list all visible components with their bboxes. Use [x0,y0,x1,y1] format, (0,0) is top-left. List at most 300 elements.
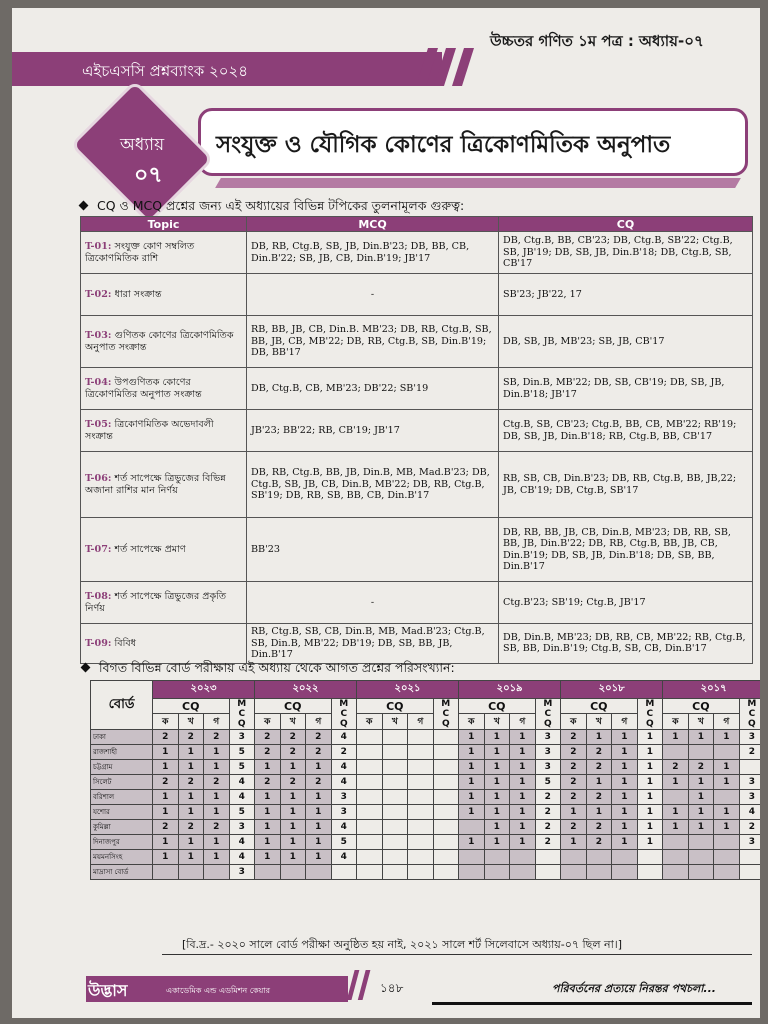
mcq-header: M C Q [433,699,459,730]
stat-cell: 2 [739,820,760,835]
stat-cell [663,745,689,760]
stat-cell [178,865,204,880]
stat-cell: 1 [714,730,740,745]
table-row [91,805,761,820]
bullet-icon [79,201,89,211]
stat-cell: 2 [586,745,612,760]
stat-cell: 1 [153,760,179,775]
stat-cell [663,835,689,850]
stat-cell: 2 [586,760,612,775]
stat-cell: 1 [612,730,638,745]
stat-cell [433,805,459,820]
sub-header: খ [484,714,510,730]
stat-cell [739,760,760,775]
stat-cell: 3 [739,835,760,850]
board-name: মাদ্রাসা বোর্ড [91,865,153,880]
stat-cell [382,805,408,820]
stat-cell [408,850,434,865]
stat-cell: 1 [280,835,306,850]
stat-cell: 1 [714,775,740,790]
stat-cell [382,730,408,745]
stat-cell [357,820,383,835]
chapter-word: অধ্যায় [120,135,165,155]
stat-cell: 1 [510,775,536,790]
stat-cell: 3 [229,730,255,745]
mcq-header: M C Q [535,699,561,730]
stat-cell: 1 [510,820,536,835]
stat-cell [561,850,587,865]
stat-cell: 1 [637,805,663,820]
stat-cell: 1 [688,790,714,805]
stat-cell: 1 [612,790,638,805]
stat-cell: 1 [510,790,536,805]
stat-cell [357,745,383,760]
stat-cell: 5 [331,835,357,850]
stat-cell [408,820,434,835]
stat-cell [586,865,612,880]
stat-cell [739,850,760,865]
stat-cell: 1 [153,745,179,760]
stat-cell: 2 [535,790,561,805]
stat-cell: 3 [229,865,255,880]
stat-cell: 1 [306,820,332,835]
sub-header: খ [382,714,408,730]
title-decor-bar [215,178,741,188]
bullet-icon [81,663,91,673]
stat-cell [433,730,459,745]
stat-cell: 1 [637,730,663,745]
stat-cell: 2 [178,820,204,835]
stat-cell [280,865,306,880]
stat-cell: 1 [561,805,587,820]
stat-cell: 1 [586,730,612,745]
sub-header: গ [306,714,332,730]
stat-cell: 1 [204,790,230,805]
board-name: যশোর [91,805,153,820]
stat-cell [459,820,485,835]
stat-cell: 1 [153,805,179,820]
stat-cell [331,865,357,880]
stat-cell: 1 [306,835,332,850]
stat-cell: 1 [637,745,663,760]
table-row: T-01: সংযুক্ত কোণ সম্বলিত ত্রিকোণমিতিক রাশি DB, RB, Ctg.B, SB, JB, Din.B'23; DB, BB, CB, Din.B'22; SB, JB, CB, Din.B'19; JB'17 DB, Ctg.B, BB, CB'23; DB, Ctg.B, SB'22; Ctg.B, SB, JB'19; DB, SB, JB, Din.B'18; DB, Ctg.B, SB, CB'17 [81,232,753,274]
stat-cell: 4 [739,805,760,820]
col-cq: CQ [499,217,753,232]
stat-cell [357,760,383,775]
stat-cell: 3 [331,805,357,820]
stat-cell: 1 [714,820,740,835]
mcq-header: M C Q [739,699,760,730]
stat-cell: 1 [637,820,663,835]
subject-chapter: উচ্চতর গণিত ১ম পত্র : অধ্যায়-০৭ [490,32,704,50]
stat-cell: 2 [663,760,689,775]
stat-cell [535,850,561,865]
stat-cell [714,850,740,865]
table-row: T-09: বিবিধ RB, Ctg.B, SB, CB, Din.B, MB, Mad.B'23; Ctg.B, SB, Din.B, MB'22; DB'19; DB, SB, BB, JB, Din.B'17 DB, Din.B, MB'23; DB, RB, CB, MB'22; RB, Ctg.B, SB, BB, Din.B'19; Ctg.B, SB, CB, Din.B'17 [81,624,753,664]
stat-cell [433,775,459,790]
stat-cell: 1 [280,820,306,835]
stat-cell: 3 [739,790,760,805]
stat-cell: 1 [663,805,689,820]
stat-cell: 1 [204,760,230,775]
stat-cell [204,865,230,880]
stat-cell [357,805,383,820]
table-row [91,790,761,805]
stat-cell: 1 [280,805,306,820]
stat-cell: 1 [484,790,510,805]
stat-cell: 2 [280,745,306,760]
stat-cell: 1 [153,835,179,850]
stat-cell: 3 [535,760,561,775]
footer-rule [432,1002,752,1005]
book-title: এইচএসসি প্রশ্নব্যাংক ২০২৪ [82,62,248,80]
table-row [91,820,761,835]
year-header: ২০১৯ [459,681,561,699]
stat-cell [382,775,408,790]
stat-cell: 1 [204,745,230,760]
stat-cell [408,805,434,820]
stat-cell: 2 [561,820,587,835]
stat-cell [433,820,459,835]
stat-cell: 2 [739,745,760,760]
stat-cell: 3 [229,820,255,835]
sub-header: ক [561,714,587,730]
stat-cell: 1 [459,730,485,745]
stat-cell [408,865,434,880]
stat-cell: 2 [586,790,612,805]
stat-cell: 1 [637,775,663,790]
stat-cell [306,865,332,880]
mcq-header: M C Q [229,699,255,730]
stat-cell [688,745,714,760]
table-row [91,835,761,850]
sub-header: ক [255,714,281,730]
stat-cell: 4 [331,775,357,790]
year-header: ২০২১ [357,681,459,699]
stat-cell [663,850,689,865]
stat-cell [433,850,459,865]
table-row [91,850,761,865]
board-name: ঢাকা [91,730,153,745]
stat-cell: 4 [331,820,357,835]
board-name: দিনাজপুর [91,835,153,850]
stat-cell: 1 [204,835,230,850]
stat-cell [459,865,485,880]
stat-cell: 1 [459,790,485,805]
sub-header: গ [612,714,638,730]
stat-cell: 4 [331,760,357,775]
stat-cell: 1 [306,790,332,805]
stat-cell [484,850,510,865]
stat-cell: 1 [714,760,740,775]
stat-cell: 1 [306,850,332,865]
stat-cell: 1 [306,805,332,820]
table-row [91,745,761,760]
year-header: ২০১৮ [561,681,663,699]
page-number: ১৪৮ [380,981,404,995]
stat-cell [357,865,383,880]
sub-header: খ [586,714,612,730]
stat-cell: 1 [255,820,281,835]
stat-cell [382,865,408,880]
stat-cell: 1 [561,835,587,850]
stat-cell: 1 [459,775,485,790]
stat-cell [382,790,408,805]
divider [162,954,752,955]
stat-cell: 2 [306,745,332,760]
cq-header: CQ [153,699,230,714]
stat-cell [714,865,740,880]
publisher-subtitle: একাডেমিক এন্ড এডমিশন কেয়ার [166,986,271,995]
sub-header: খ [280,714,306,730]
stat-cell: 1 [306,760,332,775]
cq-header: CQ [255,699,332,714]
stat-cell [408,730,434,745]
stat-cell [433,835,459,850]
stat-cell: 2 [178,730,204,745]
stat-cell: 5 [229,760,255,775]
stat-cell: 2 [153,775,179,790]
stat-cell: 1 [484,835,510,850]
stat-cell [408,790,434,805]
table-row [91,730,761,745]
stat-cell: 3 [535,730,561,745]
stat-cell [433,745,459,760]
table-row [91,865,761,880]
stat-cell [612,850,638,865]
stat-cell: 1 [178,745,204,760]
board-name: বরিশাল [91,790,153,805]
stat-cell [433,790,459,805]
stat-cell: 1 [637,790,663,805]
stat-cell: 4 [331,730,357,745]
stat-cell: 1 [637,835,663,850]
stat-cell: 2 [561,730,587,745]
stat-cell: 1 [510,835,536,850]
stat-cell: 1 [178,805,204,820]
stat-cell: 3 [535,745,561,760]
stat-cell: 2 [535,835,561,850]
stat-cell: 1 [612,835,638,850]
stat-cell [357,835,383,850]
sub-header: গ [510,714,536,730]
cq-header: CQ [561,699,638,714]
stat-cell: 1 [255,790,281,805]
stat-cell: 1 [178,850,204,865]
stat-cell: 1 [612,760,638,775]
stat-cell [357,730,383,745]
stat-cell: 1 [255,760,281,775]
stat-cell [663,790,689,805]
stat-cell [714,745,740,760]
chapter-title: সংযুক্ত ও যৌগিক কোণের ত্রিকোণমিতিক অনুপাত [216,132,671,158]
stat-cell: 4 [229,790,255,805]
stat-cell: 1 [255,805,281,820]
stat-cell: 1 [459,745,485,760]
stat-cell [408,745,434,760]
stat-cell: 1 [255,835,281,850]
sub-header: গ [204,714,230,730]
stat-cell [433,760,459,775]
sub-header: ক [459,714,485,730]
table-row: T-07: শর্ত সাপেক্ষে প্রমাণ BB'23 DB, RB, BB, JB, CB, Din.B, MB'23; DB, RB, SB, BB, JB, Din.B'22; DB, RB, Ctg.B, BB, JB, CB, Din.B'19; DB, SB, JB, Din.B'18; DB, SB, BB, Din.B'17 [81,518,753,582]
footer-slogan: পরিবর্তনের প্রত্যয়ে নিরন্তর পথচলা... [552,982,716,995]
stat-cell: 2 [561,775,587,790]
book-page [12,8,760,1018]
stat-cell: 1 [688,730,714,745]
stat-cell: 1 [663,820,689,835]
stat-cell: 1 [663,775,689,790]
stat-cell: 1 [484,760,510,775]
table-row: T-02: ধারা সংক্রান্ত - SB'23; JB'22, 17 [81,274,753,316]
table-row: T-03: গুণিতক কোণের ত্রিকোণমিতিক অনুপাত সংক্রান্ত RB, BB, JB, CB, Din.B. MB'23; DB, RB, Ctg.B, SB, BB, JB, CB, MB'22; DB, RB, Ctg.B, SB, Din.B'19; DB, BB'17 DB, SB, JB, MB'23; SB, JB, CB'17 [81,316,753,368]
stat-cell: 2 [306,730,332,745]
decor-stripes [418,48,478,86]
stat-cell: 1 [510,805,536,820]
stat-cell [382,850,408,865]
stat-cell [382,820,408,835]
importance-heading: CQ ও MCQ প্রশ্নের জন্য এই অধ্যায়ের বিভিন্ন টপিকের তুলনামূলক গুরুত্ব: [80,198,464,218]
year-header: ২০২২ [255,681,357,699]
publisher-logo: উদ্ভাস [88,981,128,1000]
stat-cell [688,850,714,865]
stats-heading: বিগত বিভিন্ন বোর্ড পরীক্ষায় এই অধ্যায় থেকে আগত প্রশ্নের পরিসংখ্যান: [82,660,455,680]
stat-cell: 2 [204,820,230,835]
stat-cell: 2 [331,745,357,760]
stat-cell: 1 [459,805,485,820]
board-name: রাজশাহী [91,745,153,760]
stat-cell: 2 [535,820,561,835]
cq-header: CQ [663,699,740,714]
stat-cell [586,850,612,865]
stat-cell: 1 [510,745,536,760]
stat-cell: 2 [153,730,179,745]
table-row: T-05: ত্রিকোণমিতিক অভেদাবলী সংক্রান্ত JB'23; BB'22; RB, CB'19; JB'17 Ctg.B, SB, CB'23; Ctg.B, BB, CB, MB'22; RB'19; DB, SB, JB, Din.B'18; RB, Ctg.B, BB, CB'17 [81,410,753,452]
stat-cell [484,865,510,880]
stat-cell: 2 [306,775,332,790]
stat-cell: 2 [586,820,612,835]
stat-cell [688,835,714,850]
stat-cell: 1 [459,835,485,850]
stat-cell: 3 [739,730,760,745]
stat-cell [637,865,663,880]
year-header: ২০২৩ [153,681,255,699]
mcq-header: M C Q [637,699,663,730]
stat-cell: 3 [739,775,760,790]
chapter-number: ০৭ [134,163,163,188]
stat-cell: 2 [688,760,714,775]
stat-cell [739,865,760,880]
stat-cell: 1 [280,850,306,865]
stat-cell [433,865,459,880]
stat-cell [382,760,408,775]
stat-cell: 1 [178,760,204,775]
stat-cell: 2 [280,730,306,745]
sub-header: খ [688,714,714,730]
stat-cell: 4 [229,835,255,850]
stat-cell [408,760,434,775]
board-name: সিলেট [91,775,153,790]
stat-cell [510,850,536,865]
year-header: ২০১৭ [663,681,760,699]
stat-cell: 1 [204,850,230,865]
stat-cell: 1 [484,745,510,760]
stat-cell [535,865,561,880]
stat-cell: 1 [612,745,638,760]
stat-cell: 1 [484,775,510,790]
stat-cell: 1 [688,805,714,820]
board-name: চট্টগ্রাম [91,760,153,775]
stat-cell: 2 [280,775,306,790]
sub-header: ক [153,714,179,730]
stat-cell: 1 [663,730,689,745]
stat-cell [357,850,383,865]
board-name: ময়মনসিংহ [91,850,153,865]
stat-cell: 1 [688,820,714,835]
stat-cell [382,835,408,850]
cq-header: CQ [357,699,434,714]
stat-cell [688,865,714,880]
sub-header: ক [357,714,383,730]
stat-cell: 2 [586,835,612,850]
table-row: T-06: শর্ত সাপেক্ষে ত্রিভুজের বিভিন্ন অজানা রাশির মান নির্ণয় DB, RB, Ctg.B, BB, JB, Din.B, MB, Mad.B'23; DB, Ctg.B, SB, JB, CB, Din.B, MB'22; DB, RB, Ctg.B, SB'19; DB, RB, SB, BB, CB, Din.B'17 RB, SB, CB, Din.B'23; DB, RB, Ctg.B, BB, JB,22; JB, CB'19; DB, Ctg.B, SB'17 [81,452,753,518]
topic-importance-table [80,216,753,664]
stat-cell: 2 [561,790,587,805]
table-row [91,760,761,775]
stat-cell: 4 [331,850,357,865]
sub-header: ক [663,714,689,730]
stat-cell [561,865,587,880]
stat-cell: 1 [178,835,204,850]
stat-cell [510,865,536,880]
stat-cell: 1 [484,820,510,835]
stat-cell: 1 [484,730,510,745]
table-row [91,775,761,790]
stat-cell: 1 [637,760,663,775]
table-row: T-04: উপগুণিতক কোণের ত্রিকোণমিতির অনুপাত সংক্রান্ত DB, Ctg.B, CB, MB'23; DB'22; SB'19 SB, Din.B, MB'22; DB, SB, CB'19; DB, SB, JB, Din.B'18; JB'17 [81,368,753,410]
mcq-header: M C Q [331,699,357,730]
cq-header: CQ [459,699,536,714]
footnote: [বি.দ্র.- ২০২০ সালে বোর্ড পরীক্ষা অনুষ্ঠিত হয় নাই, ২০২১ সালে শর্ট সিলেবাসে অধ্যায়-০৭ ছিল না।] [182,938,623,951]
stat-cell: 2 [204,730,230,745]
stat-cell: 1 [204,805,230,820]
col-board: বোর্ড [91,681,153,730]
stat-cell: 2 [255,775,281,790]
stat-cell: 1 [153,850,179,865]
stat-cell: 1 [714,805,740,820]
stat-cell [255,865,281,880]
stat-cell: 3 [331,790,357,805]
stat-cell: 5 [229,745,255,760]
stat-cell: 2 [561,760,587,775]
stat-cell: 1 [586,805,612,820]
sub-header: গ [714,714,740,730]
stat-cell: 1 [612,805,638,820]
stat-cell: 1 [510,760,536,775]
stat-cell: 2 [204,775,230,790]
stat-cell: 1 [688,775,714,790]
stat-cell: 2 [153,820,179,835]
stat-cell: 1 [459,760,485,775]
stat-cell: 2 [561,745,587,760]
stat-cell: 1 [484,805,510,820]
board-name: কুমিল্লা [91,820,153,835]
stat-cell: 2 [178,775,204,790]
board-statistics-table [90,680,760,880]
stat-cell [459,850,485,865]
stat-cell: 1 [612,820,638,835]
stat-cell [408,835,434,850]
